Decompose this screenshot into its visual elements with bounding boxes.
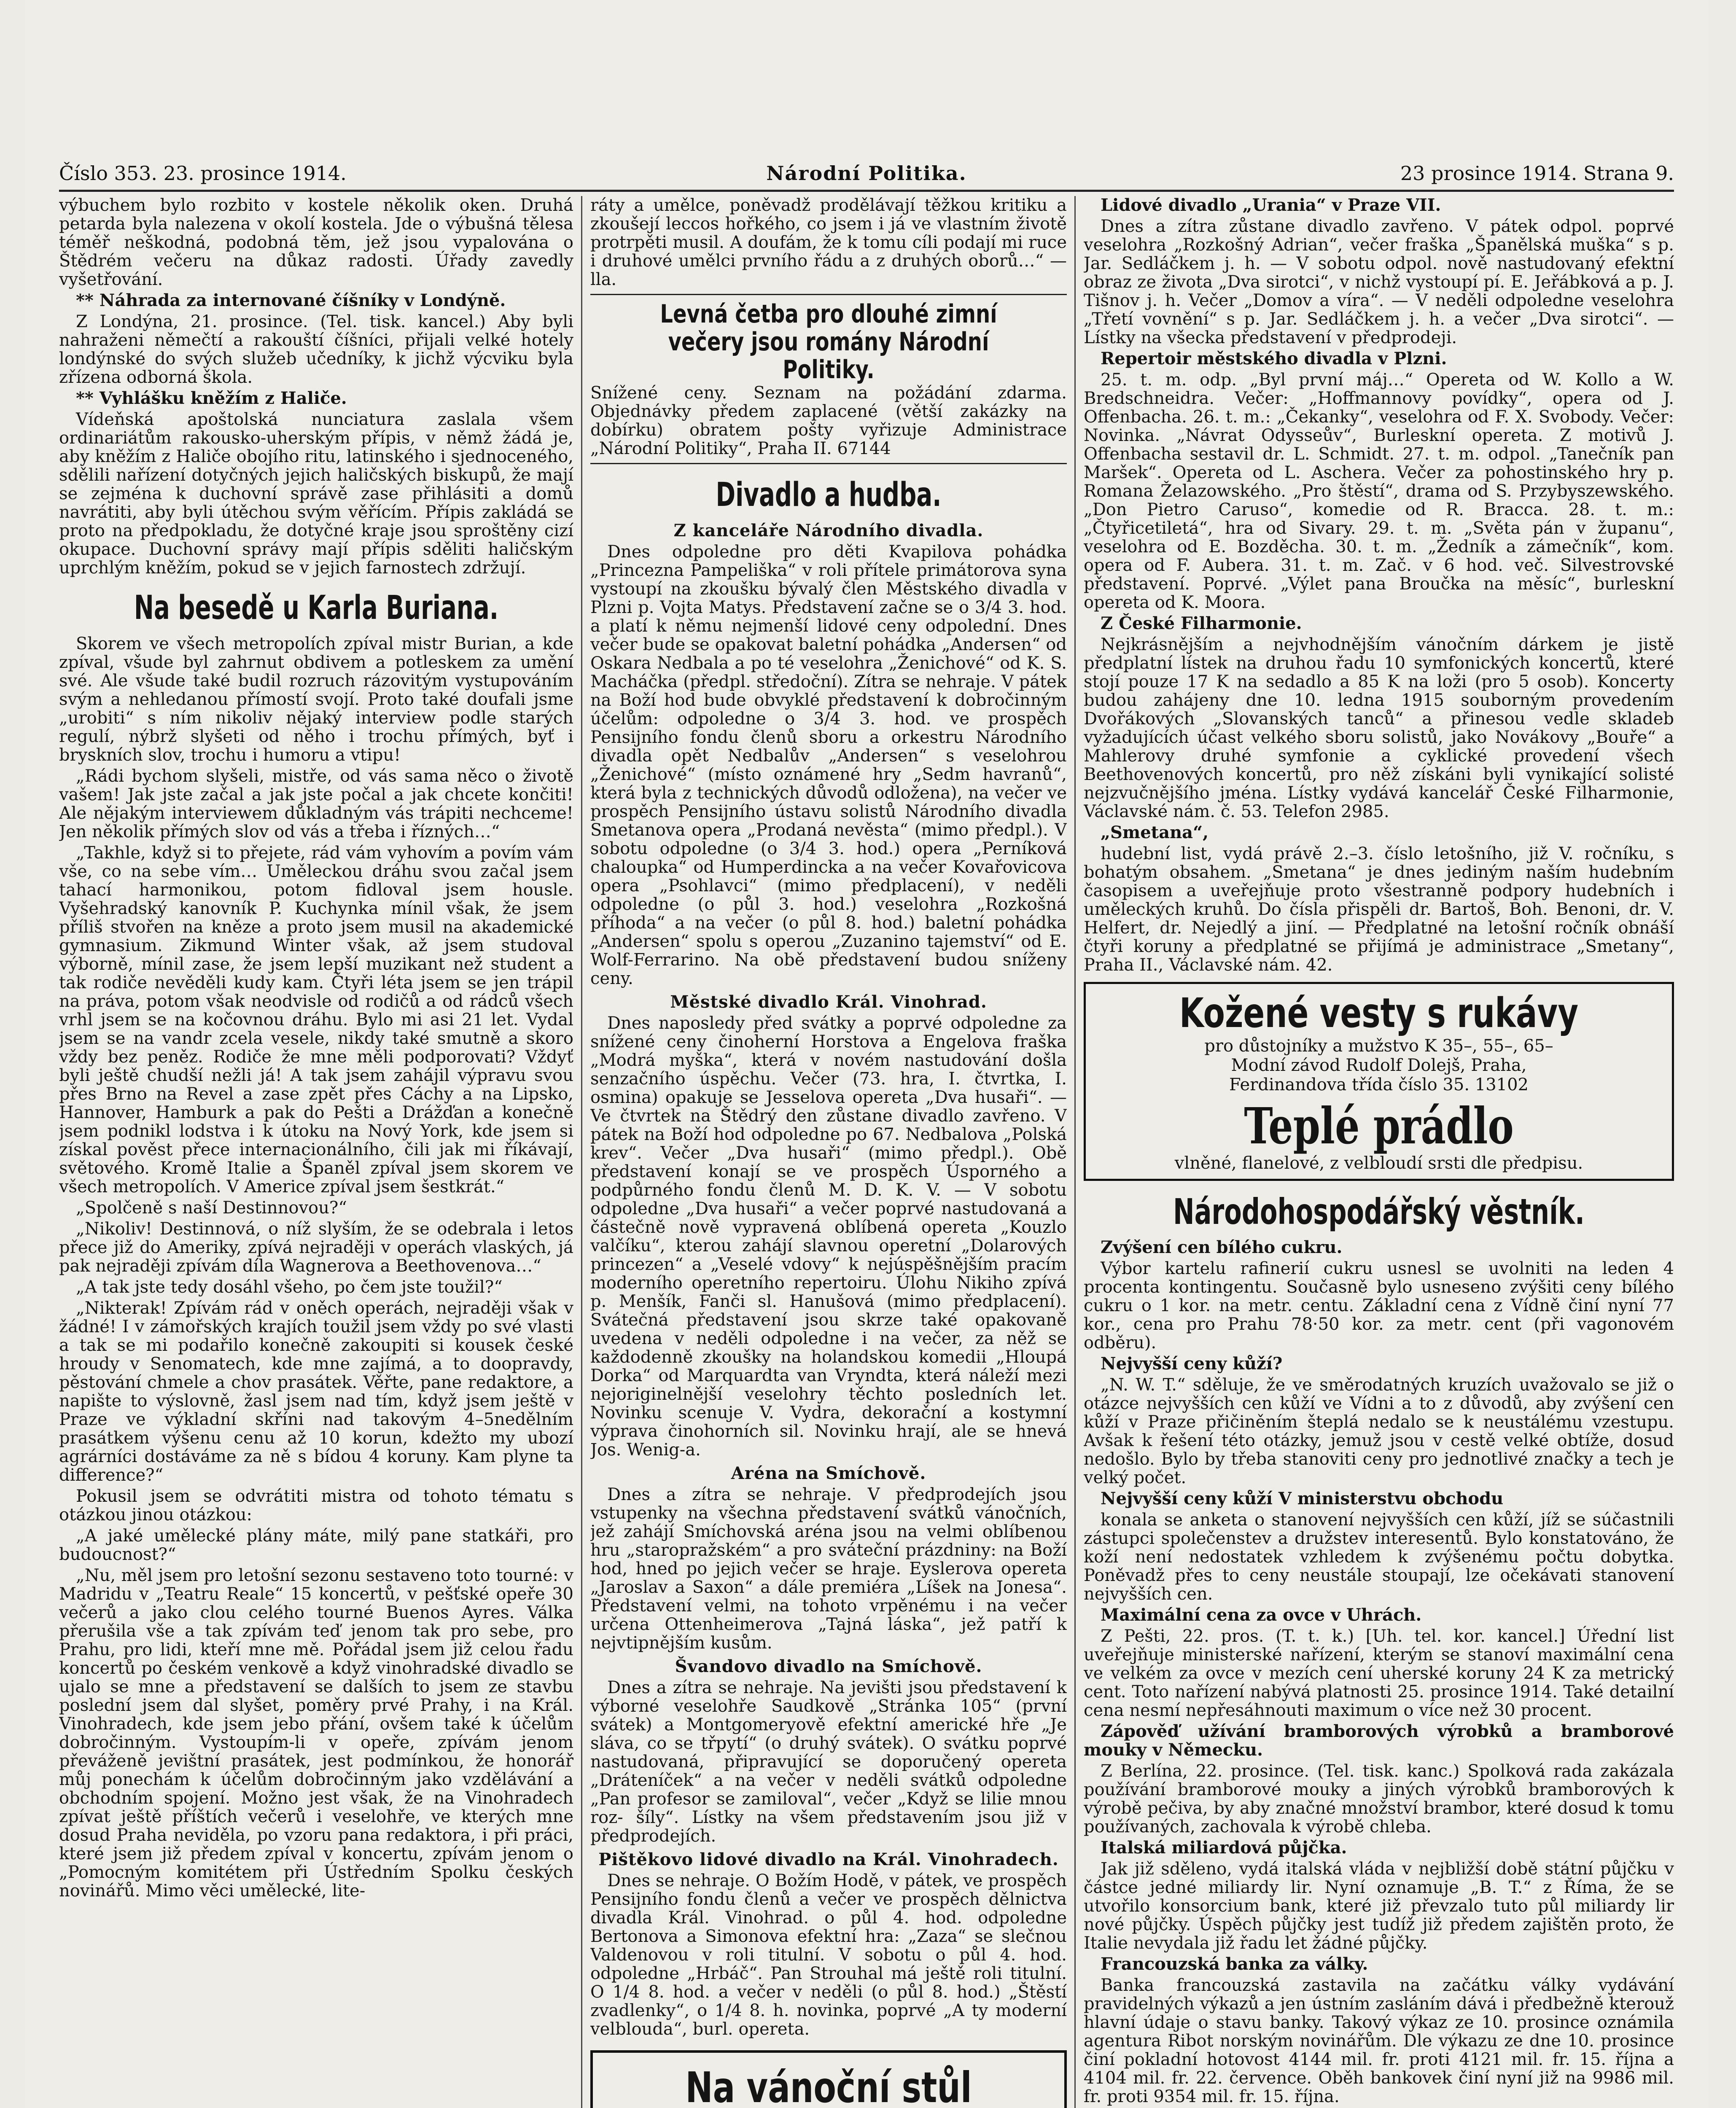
ad-title: Kožené vesty s rukávy (1179, 989, 1579, 1037)
article-heading: „Smetana“, (1101, 823, 1208, 842)
article-text: Pokusil jsem se odvrátiti mistra od tohoto tématu s otázkou jinou otázkou: (59, 1487, 573, 1525)
column-2 (590, 196, 1067, 2108)
ad-text: Ferdinandova třída číslo 35. 13102 (1229, 1075, 1529, 1094)
article-text: „N. W. T.“ sděluje, že ve směrodatných kruzích uvažovalo se již o otázce nejvyšších cen kůží ve Vídni a to z důvodů, aby zvýšení cen kůží v Praze přičiněním šteplá nedalo se k neustálému vzestupu. Avšak k řešení této otázky, jemuž jsou v cestě velké obtíže, dosud nedošlo. Bylo by třeba stanoviti ceny pro jednotlivé značky a tech je velký počet. (1084, 1375, 1674, 1487)
article-text: „Nikterak! Zpívám rád v oněch operách, nejraději však v žádné! I v zámořských krajích toužil jsem vždy po své vlasti a tak se mi podařilo konečně zakoupiti si kousek české hroudy v Senomatech, kde mne zajímá, a to doopravdy, pěstování chmele a chov prasátek. Věřte, pane redaktore, a napište to výslovně, žasl jsem nad tím, když jsem ještě v Praze ve výkladní skříni nad takovým 4–5nedělním prasátkem výšenu cenu až 10 korun, kdežto my ubozí agrárníci dostáváme za ně s bídou 4 koruny. Kam plyne ta difference?“ (59, 1299, 573, 1485)
issue-date: Číslo 353. 23. prosince 1914. (59, 162, 347, 185)
ad-text: vlněné, flanelové, z velbloudí srsti dle předpisu. (1174, 1153, 1583, 1173)
ad-title: Teplé prádlo (1244, 1097, 1514, 1155)
column-rule (581, 196, 582, 2108)
article-heading: Italská miliardová půjčka. (1101, 1838, 1347, 1858)
article-text: ráty a umělce, poněvadž prodělávají těžkou kritiku a zkoušejí leccos hořkého, co jsem i já ve vlastním životě protrpěti musil. A doufám, že k tomu cíli podají mi ruce i druhové umělci prvního řádu a z druhých oborů…“ —lla. (590, 196, 1067, 289)
newspaper-page (25, 0, 1708, 2108)
ad-title: Levná četba pro dlouhé zimní večery jsou romány Národní Politiky. (660, 299, 997, 384)
article-heading: ** Náhrada za internované číšníky v Londýně. (76, 290, 506, 310)
article-text: „Takhle, když si to přejete, rád vám vyhovím a povím vám vše, co na sebe vím… Uměleckou dráhu svou začal jsem tahací harmonikou, potom fidloval jsem housle. Vyšehradský kanovník P. Kuchynka mínil však, že jsem příliš stvořen na kněze a proto jsem musil na akademické gymnasium. Zikmund Winter však, až jsem studoval výborně, mínil zase, že jsem lepší muzikant než student a tak rodiče nevěděli kudy kam. Čtyři léta jsem se jen trápil na práva, potom však neodvisle od rodičů a od rádců všech vrhl jsem se na kočovnou dráhu. Bylo mi asi 21 let. Vydal jsem se na vandr zcela vesele, nikdy také smutně a skoro vždy bez peněz. Rodiče že mne měli podporovati? Vždyť byli ještě chudší nežli já! A tak jsem zahájil výpravu svou přes Brno na Revel a zase zpět přes Cáchy a na Lipsko, Hannover, Hamburk a pak do Pešti a Drážďan a konečně jsem podnikl lodstva i k útoku na Nový York, kde jsem si získal pověst přece internacionálního, čili jak mi říkávají, světového. Kromě Italie a Španěl zpíval jsem skorem ve všech metropolích. V Americe zpíval jsem šestkrát.“ (59, 843, 573, 1197)
column-3 (1084, 196, 1674, 2108)
article-text: „Nikoliv! Destinnová, o níž slyším, že se odebrala i letos přece již do Ameriky, zpívá nejraději v operách vlaských, já pak nejraději zpívám díla Wagnerova a Beethovenova…“ (59, 1219, 573, 1276)
article-text: „A tak jste tedy dosáhl všeho, po čem jste toužil?“ (76, 1277, 503, 1297)
article-text: „Spolčeně s naší Destinnovou?“ (76, 1198, 347, 1218)
article-text: Jak již sděleno, vydá italská vláda v nejbližší době státní půjčku v částce jedné miliardy lir. Nyní oznamuje „B. T.“ z Říma, že se utvořilo konsorcium bank, které již převzalo tuto půl miliardy lir nové půjčky. Úspěch půjčky jest tudíž již předem zajištěn proto, že Italie nevydala již řadu let žádné půjčky. (1084, 1859, 1674, 1953)
page-number: 23 prosince 1914. Strana 9. (1400, 162, 1674, 185)
article-text: Z Berlína, 22. prosince. (Tel. tisk. kanc.) Spolková rada zakázala používání bramborové mouky a jiných výrobků bramborových k výrobě pečiva, by aby značné množství brambor, které dosud k tomu používaných, zachovala k výrobě chleba. (1084, 1761, 1674, 1836)
article-heading: Nejvyšší ceny kůží V ministerstvu obchodu (1101, 1489, 1504, 1508)
article-heading: Městské divadlo Král. Vinohrad. (670, 992, 987, 1012)
article-heading: Zápověď užívání bramborových výrobků a bramborové mouky v Německu. (1084, 1721, 1674, 1760)
article-heading: Pištěkovo lidové divadlo na Král. Vinohradech. (598, 1850, 1059, 1869)
article-heading: Švandovo divadlo na Smíchově. (675, 1656, 982, 1676)
article-text: výbuchem bylo rozbito v kostele několik oken. Druhá petarda byla nalezena v okolí kostela. Jde o výbušná tělesa téměř neškodná, podobná těm, jež jsou vypalována o Štědrém večeru na důkaz radosti. Úřady zavedly vyšetřování. (59, 196, 573, 289)
article-text: Dnes naposledy před svátky a poprvé odpoledne za snížené ceny činoherní Horstova a Engelova fraška „Modrá myška“, která v novém nastudování došla senzačního úspěchu. Večer (73. hra, I. čtvrtka, I. osmina) opakuje se Jesselova opereta „Dva husaři“. — Ve čtvrtek na Štědrý den zůstane divadlo zavřeno. V pátek na Boží hod odpoledne po 67. Nedbalova „Polská krev“. Večer „Dva husaři“ (mimo předpl.). Obě představení konají se ve prospěch Úsporného a podpůrného fondu členů M. D. K. V. — V sobotu odpoledne „Dva husaři“ a večer poprvé nastudovaná a částečně nově vypravená oblíbená opereta „Kouzlo valčíku“, kterou zahájí slavnou operetní „Dolarových princezen“ a „Veselé vdovy“ k nejúspěšnějším pracím moderního operetního repertoiru. Úlohu Nikiho zpívá p. Menšík, Fanči sl. Hanušová (mimo předplacení). Svátečná představení jsou skrze také opakovaně uvedena v neděli odpoledne i na večer, za něž se každodenně zkoušky na holandskou komedii „Hloupá Dorka“ od Marquardta van Vryndta, která náleží mezi nejoriginelnější veselohry těchto posledních let. Novinku scenuje V. Vydra, dekorační a kostymní výprava činohorních sil. Novinku hrají, ale se hnevá Jos. Wenig-a. (590, 1014, 1067, 1460)
article-text: Z Pešti, 22. pros. (T. t. k.) [Uh. tel. kor. kancel.] Úřední list uveřejňuje ministerské nařízení, kterým se stanoví maximální cena ve velkém za ovce v mezích cení uherské koruny 24 K za metrický cent. Toto nařízení nabývá platnosti 25. prosince 1914. Také detailní cena nesmí nepřesáhnouti maximum o více než 30 procent. (1084, 1627, 1674, 1720)
article-text: Nejkrásnějším a nejvhodnějším vánočním dárkem je jistě předplatní lístek na druhou řadu 10 symfonických koncertů, které stojí pouze 17 K na sedadlo a 85 K na loži (pro 5 osob). Koncerty budou zahájeny dne 10. ledna 1915 souborným provedením Dvořákových „Slovanských tanců“ a přinesou vedle skladeb vyžadujících účast velkého sboru solistů, jako Novákovy „Bouře“ a Mahlerovy druhé symfonie a cyklické provedení všech Beethovenových koncertů, pro něž získáni byli vynikající solisté nejzvučnějšího jména. Lístky vydává kancelář České Filharmonie, Václavské nám. č. 53. Telefon 2985. (1084, 635, 1674, 821)
article-title: Na besedě u Karla Buriana. (134, 589, 499, 627)
article-heading: Aréna na Smíchově. (731, 1463, 926, 1483)
page-header (59, 126, 1674, 192)
column-1 (59, 196, 573, 2108)
article-text: „A jaké umělecké plány máte, milý pane statkáři, pro budoucnost?“ (59, 1526, 573, 1564)
article-text: Dnes a zítra se nehraje. V předprodejích jsou vstupenky na všechna představení svátků vánočních, jež zahájí Smíchovská aréna jsou na velmi oblíbenou hru „staropražském“ a pro sváteční prázdniny: na Boží hod, hned po jejich večer se hraje. Eyslerova opereta „Jaroslav a Saxon“ a dále premiéra „Líšek na Jonesa“. Představení velmi, na tohoto vrpěnému i na večer určena Ottenheimerova „Tajná láska“, jež patří k nejvtipnějším kusům. (590, 1485, 1067, 1653)
article-heading: Maximální cena za ovce v Uhrách. (1101, 1605, 1422, 1625)
article-text: hudební list, vydá právě 2.–3. číslo letošního, již V. ročníku, s bohatým obsahem. „Smetana“ je dnes jediným naším hudebním časopisem a uveřejňuje proto všestranně podpory hudebních i uměleckých kruhů. Do čísla přispěli dr. Bartoš, Boh. Benoni, dr. V. Helfert, dr. Nejedlý a jiní. — Předplatné na letošní ročník obnáší čtyři koruny a předplatné se přijímá je administrace „Smetany“, Praha II., Václavské nám. 42. (1084, 844, 1674, 975)
article-heading: Z České Filharmonie. (1101, 613, 1302, 633)
article-text: Vídeňská apoštolská nunciatura zaslala všem ordinariátům rakousko-uherským přípis, v němž žádá je, aby kněžím z Haliče obojího ritu, latinského i sjednoceného, sdělili nařízení dotyčných jejich haličských biskupů, že mají se zejména k duchovní správě zase přihlásiti a domů navrátiti, aby byli útěchou svým věřícím. Přípis zakládá se proto na předpokladu, že dotyčné kraje jsou sproštěny cizí okupace. Duchovní správy mají přípis sděliti haličským uprchlým kněžím, pokud se v jejich farnostech zdržují. (59, 410, 573, 578)
column-rule (1074, 196, 1076, 2108)
article-heading: Repertoir městského divadla v Plzni. (1101, 349, 1447, 368)
article-heading: Z kanceláře Národního divadla. (673, 521, 984, 540)
article-heading: Nejvyšší ceny kůží? (1101, 1354, 1283, 1374)
article-text: Dnes a zítra se nehraje. Na jevišti jsou představení k výborné veselohře Saudkově „Stránka 105“ (první svátek) a Montgomeryově efektní americké hře „Je sláva, co se třpytí“ (o druhý svátek). O svátku poprvé nastudovaná, připravující se doporučený opereta „Dráteníček“ a na večer v neděli svátků odpoledne „Pan profesor se zamiloval“, večer „Když se lilie mnou roz- šíly“. Lístky na všem představením jsou již v předprodejích. (590, 1678, 1067, 1846)
section-title: Divadlo a hudba. (716, 476, 942, 514)
article-text: Výbor kartelu rafinerií cukru usnesl se uvolniti na leden 4 procenta kontingentu. Současně bylo usneseno zvýšiti ceny bílého cukru o 1 kor. na metr. centu. Základní cena z Vídně činí nyní 77 kor., cena pro Prahu 78·50 kor. za metr. cent (při vagonovém odběru). (1084, 1259, 1674, 1352)
article-text: Z Londýna, 21. prosince. (Tel. tisk. kancel.) Aby byli nahraženi němečtí a rakouští číšníci, přijali velké hotely londýnské do svých služeb učedníky, k jichž výcviku byla zřízena odborná škola. (59, 312, 573, 387)
article-heading: ** Vyhlášku kněžím z Haliče. (76, 388, 347, 408)
ad-title: Na vánoční stůl (685, 2063, 972, 2108)
article-heading: Zvýšení cen bílého cukru. (1101, 1237, 1343, 1257)
article-text: 25. t. m. odp. „Byl první máj…“ Opereta od W. Kollo a W. Bredschneidra. Večer: „Hoffmannovy povídky“, opera od J. Offenbacha. 26. t. m.: „Čekanky“, veselohra od F. X. Svobody. Večer: Novinka. „Návrat Odysseův“, Burleskní opereta. Z motivů J. Offenbacha sestavil dr. L. Schmidt. 27. t. m. odpol. „Tanečník pan Maršek“. Opereta od L. Aschera. Večer za pohostinského hry p. Romana Želazowského. „Pro štěstí“, drama od S. Przybyszewského. „Don Pietro Caruso“, komedie od R. Bracca. 28. t. m.: „Čtyřicetiletá“, hra od Sivary. 29. t. m. „Světa pán v županu“, veselohra od E. Bozděcha. 30. t. m. „Žedník a zámečník“, kom. opera od F. Aubera. 31. t. m. Zač. v 6 hod. več. Silvestrovské představení. Poprvé. „Výlet pana Broučka na měsíc“, burleskní opereta od K. Moora. (1084, 370, 1674, 612)
article-heading: Lidové divadlo „Urania“ v Praze VII. (1101, 196, 1441, 215)
article-text: „Rádi bychom slyšeli, mistře, od vás sama něco o životě vašem! Jak jste začal a jak jste počal a jak chcete končiti! Ale nějakým interviewem důkladným vás trápiti nechceme! Jen několik přímých slov od vás a třeba i řízných…“ (59, 766, 573, 842)
ad-text: Snížené ceny. Seznam na požádání zdarma. Objednávky předem zaplacené (větší zakázky na dobírku) obratem pošty vyřizuje Administrace „Národní Politiky“, Praha II. 67144 (590, 383, 1067, 458)
romany-ad (590, 300, 1067, 458)
divider (590, 294, 1067, 295)
article-text: „Nu, měl jsem pro letošní sezonu sestaveno toto tourné: v Madridu v „Teatru Reale“ 15 koncertů, v pešťské opeře 30 večerů a jako clou celého tourné Buenos Ayres. Válka přerušila vše a tak zpívám teď jenom tak pro sebe, pro Prahu, pro lidi, kteří mne mě. Pořádal jsem již celou řadu koncertů po českém venkově a když vinohradské divadlo se ujalo se mne a představení se dalších to jsem ze stavbu poslední jsem dal slyšet, poměry prvé Prahy, i na Král. Vinohradech, kde jsem jebo přání, ovšem také k účelům dobročinným. Vystoupím-li v opeře, zpívám jenom převáženě jevištní prasátek, jest podmínkou, že honorář můj ponechám k účelům dobročinným jako vzdělávání a obchodním spojení. Možno jest však, že na Vinohradech zpívat ještě příštích večerů i veselohře, ve kterých mne dosud Praha neviděla, po vzoru pana redaktora, i při práci, které jsem již předem zpíval v koncertu, zpívám jenom o „Pomocným komitétem při Ústředním Spolku českých novinářů. Mimo věci umělecké, lite- (59, 1566, 573, 1901)
article-text: Dnes odpoledne pro děti Kvapilova pohádka „Princezna Pampeliška“ v roli přítele primátorova syna vystoupí na zkoušku bývalý člen Městského divadla v Plzni p. Vojta Matys. Představení začne se o 3/4 3. hod. a platí k němu nejmenší lidové ceny odpolední. Dnes večer bude se opakovat baletní pohádka „Andersen“ od Oskara Nedbala a po té veselohra „Ženichové“ od K. S. Macháčka (předpl. středoční). Zítra se nehraje. V pátek na Boží hod bude obvyklé představení k dobročinným účelům: odpoledne o 3/4 3. hod. ve prospěch Pensijního fondu členů sboru a orkestru Národního divadla opět Nedbalův „Andersen“ s veselohrou „Ženichové“ (místo oznámené hry „Sedm havranů“, která byla z technických důvodů odložena), na večer ve prospěch Pensijního ústavu solistů Národního divadla Smetanova opera „Prodaná nevěsta“ (mimo předpl.). V sobotu odpoledne (o 3/4 3. hod.) opera „Perníková chaloupka“ od Humperdincka a na večer Kovařovicova opera „Psohlavci“ (mimo předplacení), v neděli odpoledne (o půl 3. hod.) veselohra „Rozkošná příhoda“ a na večer (o půl 8. hod.) baletní pohádka „Andersen“ spolu s operou „Zuzanino tajemství“ od E. Wolf-Ferrarino. Na obě představení budou sníženy ceny. (590, 542, 1067, 988)
ad-text: Modní závod Rudolf Dolejš, Praha, (1231, 1056, 1527, 1075)
article-text: Banka francouzská zastavila na začátku války vydávání pravidelných výkazů a jen ústním zasláním dává i předbežně kterouž hlavní údaje o stavu banky. Takový výkaz ze 10. prosince oznámila agentura Ribot norským novinářům. Dle výkazu ze dne 10. prosince činí pokladní hotovost 4144 mil. fr. proti 4121 mil. fr. 15. října a 4104 mil. fr. 22. července. Oběh bankovek činí nyní již na 9986 mil. fr. proti 9354 mil. fr. 15. října. (1084, 1976, 1674, 2106)
article-text: konala se anketa o stanovení nejvyšších cen kůží, jíž se súčastnili zástupci společenstev a družstev interesentů. Bylo konstatováno, že koží není nedostatek vzhledem k zvýšenému počtu dobytka. Poněvadž přes to ceny neustále stoupají, lze očekávati stanovení nejvyšších cen. (1084, 1510, 1674, 1604)
article-text: Skorem ve všech metropolích zpíval mistr Burian, a kde zpíval, všude byl zahrnut obdivem a potleskem za umění své. Ale všude také budil rozruch rázovitým vystupováním svým a nehledanou přímostí svojí. Proto také doufali jsme „urobiti“ s ním nikoliv nějaký interview podle starých regulí, nýbrž slyšeti od něho i trochu přímých, byť i bryskních slov, trochu i humoru a vtipu! (59, 634, 573, 765)
ad-text: pro důstojníky a mužstvo K 35–, 55–, 65– (1204, 1036, 1553, 1056)
calendar-ad (590, 2050, 1067, 2108)
article-text: Dnes a zítra zůstane divadlo zavřeno. V pátek odpol. poprvé veselohra „Rozkošný Adrian“, večer fraška „Španělská muška“ s p. Jar. Sedláčkem j. h. — V sobotu odpol. nově nastudovaný efektní obraz ze života „Dva sirotci“, v nichž vystoupí pí. E. Jeřábková a p. J. Tišnov j. h. Večer „Domov a víra“. — V neděli odpoledne veselohra „Třetí vovnění“ s p. Jar. Sedláčkem j. h. a večer „Dva sirotci“. — Lístky na všecka představení v předprodeji. (1084, 217, 1674, 347)
divider (590, 463, 1067, 464)
section-title: Národohospodářský věstník. (1173, 1191, 1585, 1232)
article-heading: Francouzská banka za války. (1101, 1954, 1368, 1974)
masthead: Národní Politika. (766, 162, 967, 185)
vesty-ad (1084, 982, 1674, 1181)
article-text: Dnes se nehraje. O Božím Hodě, v pátek, ve prospěch Pensijního fondu členů a večer ve prospěch dělnictva divadla Král. Vinohrad. o půl 4. hod. odpoledne Bertonova a Simonova efektní hra: „Zaza“ se slečnou Valdenovou v roli titulní. V sobotu o půl 4. hod. odpoledne „Hrbáč“. Pan Strouhal má ještě roli titulní. O 1/4 8. hod. a večer v neděli (o půl 8. hod.) „Štěstí zvadlenky“, o 1/4 8. h. novinka, poprvé „A ty moderní velblouda“, burl. opereta. (590, 1871, 1067, 2039)
